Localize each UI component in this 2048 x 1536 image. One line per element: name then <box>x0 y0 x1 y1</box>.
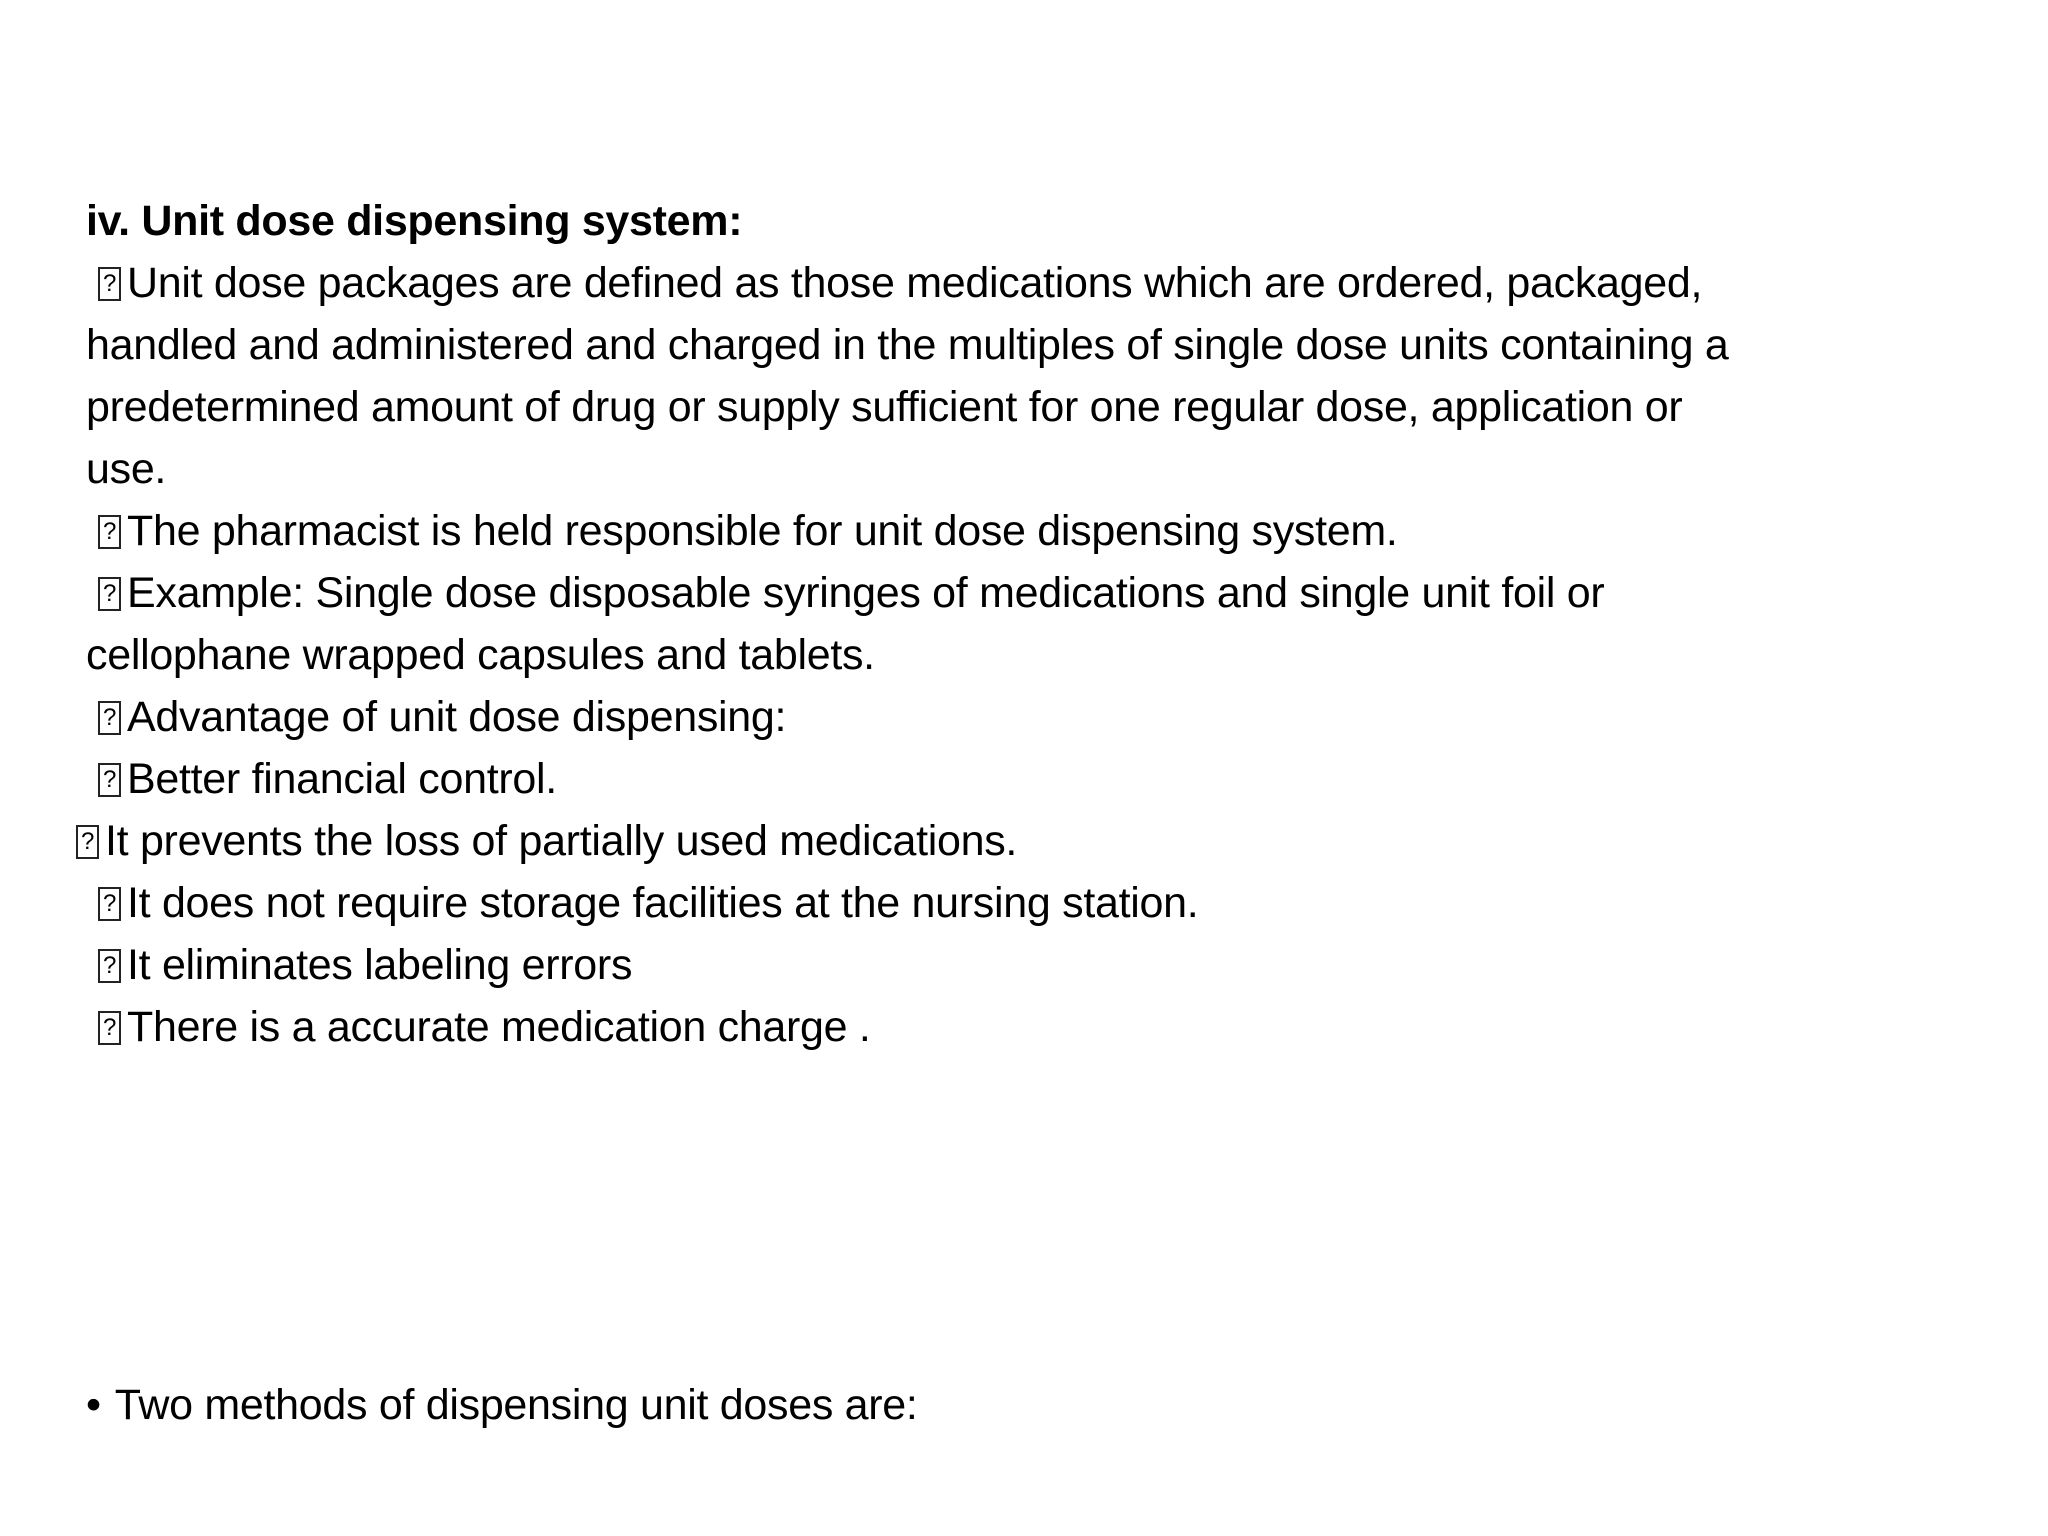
missing-glyph-icon <box>98 1011 121 1045</box>
advantage-text: Better financial control. <box>127 755 557 803</box>
missing-glyph-icon <box>98 515 121 549</box>
advantages-title-text: Advantage of unit dose dispensing: <box>127 693 787 741</box>
advantage-item <box>86 872 1986 934</box>
slide-body <box>86 190 1986 1058</box>
footer-bullet-line <box>86 1374 918 1436</box>
advantage-item <box>86 934 1986 996</box>
missing-glyph-icon <box>98 267 121 301</box>
paragraph-line <box>86 562 1986 624</box>
missing-glyph-icon <box>98 763 121 797</box>
advantage-item <box>76 810 1986 872</box>
missing-glyph-icon <box>98 949 121 983</box>
paragraph-line <box>86 500 1986 562</box>
advantages-title <box>86 686 1986 748</box>
advantage-text: It eliminates labeling errors <box>127 941 633 989</box>
missing-glyph-icon <box>98 887 121 921</box>
paragraph-line: use. <box>86 445 167 493</box>
footer-text: Two methods of dispensing unit doses are: <box>114 1381 918 1429</box>
missing-glyph-icon <box>98 577 121 611</box>
bullet-icon: • <box>86 1381 101 1429</box>
missing-glyph-icon <box>98 701 121 735</box>
missing-glyph-icon <box>76 825 99 859</box>
paragraph-line: predetermined amount of drug or supply sufficient for one regular dose, application or <box>86 383 1683 431</box>
paragraph-line <box>86 252 1986 314</box>
advantage-text: There is a accurate medication charge . <box>127 1003 871 1051</box>
section-heading: iv. Unit dose dispensing system: <box>86 197 743 245</box>
advantage-text: It prevents the loss of partially used medications. <box>105 817 1018 865</box>
paragraph-text: Example: Single dose disposable syringes of medications and single unit foil or <box>127 569 1605 617</box>
advantage-item <box>86 996 1986 1058</box>
advantage-item <box>86 748 1986 810</box>
paragraph-line: handled and administered and charged in the multiples of single dose units containing a <box>86 321 1729 369</box>
paragraph-line: cellophane wrapped capsules and tablets. <box>86 631 875 679</box>
paragraph-text: Unit dose packages are defined as those medications which are ordered, packaged, <box>127 259 1703 307</box>
paragraph-text: The pharmacist is held responsible for unit dose dispensing system. <box>127 507 1398 555</box>
advantage-text: It does not require storage facilities at the nursing station. <box>127 879 1199 927</box>
